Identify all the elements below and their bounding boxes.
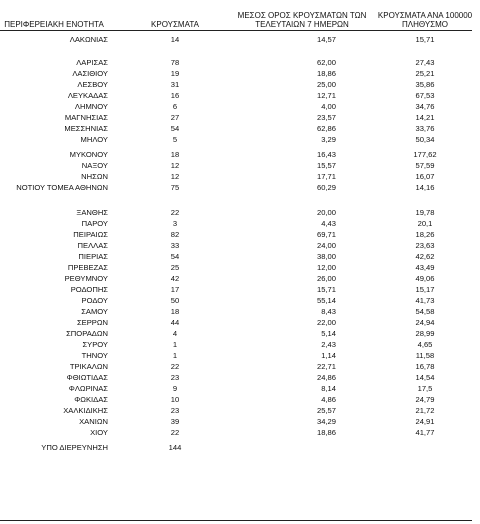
table-row <box>0 263 480 273</box>
per-100k-cell: 16,07 <box>415 172 435 181</box>
region-cell: ΠΑΡΟΥ <box>81 219 108 228</box>
table-row <box>0 161 480 171</box>
avg-cell: 25,00 <box>316 80 336 89</box>
cases-cell: 25 <box>170 263 180 272</box>
table-row <box>0 208 480 218</box>
per-100k-cell: 28,99 <box>415 329 435 338</box>
avg-cell: 55,14 <box>316 296 336 305</box>
region-cell: ΞΑΝΘΗΣ <box>76 208 108 217</box>
avg-cell: 60,29 <box>316 183 336 192</box>
header-divider <box>0 30 472 31</box>
per-100k-cell: 24,94 <box>415 318 435 327</box>
avg-cell: 2,43 <box>321 340 336 349</box>
cases-cell: 50 <box>170 296 180 305</box>
region-cell: ΤΗΝΟΥ <box>81 351 108 360</box>
avg-cell: 22,71 <box>316 362 336 371</box>
avg-cell: 34,29 <box>316 417 336 426</box>
table-row <box>0 172 480 182</box>
per-100k-cell: 18,26 <box>415 230 435 239</box>
table-row <box>0 318 480 328</box>
avg-cell: 3,29 <box>321 135 336 144</box>
avg-cell: 17,71 <box>316 172 336 181</box>
avg-cell: 24,86 <box>316 373 336 382</box>
avg-cell: 15,57 <box>316 161 336 170</box>
table-row <box>0 135 480 145</box>
region-cell: ΠΡΕΒΕΖΑΣ <box>67 263 108 272</box>
cases-cell: 9 <box>172 384 178 393</box>
table-row <box>0 150 480 160</box>
table-row <box>0 384 480 394</box>
region-cell: ΜΑΓΝΗΣΙΑΣ <box>64 113 108 122</box>
cases-cell: 4 <box>172 329 178 338</box>
region-cell: ΦΩΚΙΔΑΣ <box>74 395 108 404</box>
region-cell: ΜΥΚΟΝΟΥ <box>69 150 108 159</box>
region-cell: ΣΥΡΟΥ <box>82 340 108 349</box>
region-cell: ΝΑΞΟΥ <box>81 161 108 170</box>
cases-cell: 16 <box>170 91 180 100</box>
region-cell: ΣΕΡΡΩΝ <box>76 318 108 327</box>
region-cell: ΜΕΣΣΗΝΙΑΣ <box>64 124 108 133</box>
table-row <box>0 113 480 123</box>
avg-cell: 25,57 <box>316 406 336 415</box>
per-100k-cell: 41,73 <box>415 296 435 305</box>
avg-cell: 15,71 <box>316 285 336 294</box>
per-100k-cell: 25,21 <box>415 69 435 78</box>
per-100k-cell: 35,86 <box>415 80 435 89</box>
table-row <box>0 124 480 134</box>
region-cell: ΡΟΔΟΠΗΣ <box>70 285 108 294</box>
avg-cell: 4,86 <box>321 395 336 404</box>
cases-cell: 82 <box>170 230 180 239</box>
table-row <box>0 443 480 453</box>
cases-cell: 75 <box>170 183 180 192</box>
table-row <box>0 340 480 350</box>
header-avg-7-days: ΜΕΣΟΣ ΟΡΟΣ ΚΡΟΥΣΜΑΤΩΝ ΤΩΝ ΤΕΛΕΥΤΑΙΩΝ 7 ΗΜΕΡΩΝ <box>237 11 367 29</box>
table-row <box>0 102 480 112</box>
cases-cell: 54 <box>170 124 180 133</box>
avg-cell: 4,43 <box>321 219 336 228</box>
header-region: ΠΕΡΙΦΕΡΕΙΑΚΗ ΕΝΟΤΗΤΑ <box>4 20 104 29</box>
region-cell: ΛΗΜΝΟΥ <box>74 102 108 111</box>
region-cell: ΧΑΛΚΙΔΙΚΗΣ <box>63 406 108 415</box>
region-cell: ΤΡΙΚΑΛΩΝ <box>69 362 108 371</box>
avg-cell: 1,14 <box>321 351 336 360</box>
cases-cell: 12 <box>170 172 180 181</box>
table-row <box>0 417 480 427</box>
region-cell: ΡΟΔΟΥ <box>81 296 108 305</box>
avg-cell: 14,57 <box>316 35 336 44</box>
region-cell: ΜΗΛΟΥ <box>80 135 108 144</box>
per-100k-cell: 14,16 <box>415 183 435 192</box>
per-100k-cell: 23,63 <box>415 241 435 250</box>
avg-cell: 62,86 <box>316 124 336 133</box>
per-100k-cell: 19,78 <box>415 208 435 217</box>
per-100k-cell: 54,58 <box>415 307 435 316</box>
per-100k-cell: 16,78 <box>415 362 435 371</box>
table-row <box>0 406 480 416</box>
header-cases-per-100k: ΚΡΟΥΣΜΑΤΑ ΑΝΑ 100000 ΠΛΗΘΥΣΜΟ <box>377 11 473 29</box>
table-row <box>0 69 480 79</box>
cases-cell: 22 <box>170 362 180 371</box>
per-100k-cell: 34,76 <box>415 102 435 111</box>
per-100k-cell: 4,65 <box>417 340 433 349</box>
header-cases: ΚΡΟΥΣΜΑΤΑ <box>151 20 199 29</box>
per-100k-cell: 41,77 <box>415 428 435 437</box>
avg-cell: 18,86 <box>316 428 336 437</box>
cases-cell: 39 <box>170 417 180 426</box>
per-100k-cell: 50,34 <box>415 135 435 144</box>
region-cell: ΧΑΝΙΩΝ <box>79 417 108 426</box>
avg-cell: 69,71 <box>316 230 336 239</box>
table-row <box>0 395 480 405</box>
table-row <box>0 241 480 251</box>
cases-cell: 17 <box>170 285 180 294</box>
avg-cell: 12,71 <box>316 91 336 100</box>
cases-cell: 1 <box>172 340 178 349</box>
cases-cell: 19 <box>170 69 180 78</box>
avg-cell: 22,00 <box>316 318 336 327</box>
cases-cell: 18 <box>170 307 180 316</box>
cases-cell: 12 <box>170 161 180 170</box>
table-row <box>0 183 480 193</box>
per-100k-cell: 17,5 <box>417 384 433 393</box>
avg-cell: 16,43 <box>316 150 336 159</box>
avg-cell: 12,00 <box>316 263 336 272</box>
per-100k-cell: 177,62 <box>413 150 437 159</box>
per-100k-cell: 20,1 <box>417 219 433 228</box>
table-row <box>0 296 480 306</box>
region-cell: ΠΕΛΛΑΣ <box>77 241 108 250</box>
table-row <box>0 35 480 45</box>
table-row <box>0 91 480 101</box>
cases-cell: 18 <box>170 150 180 159</box>
region-cell: ΝΟΤΙΟΥ ΤΟΜΕΑ ΑΘΗΝΩΝ <box>16 183 108 192</box>
cases-cell: 22 <box>170 208 180 217</box>
avg-cell: 5,14 <box>321 329 336 338</box>
table-row <box>0 307 480 317</box>
avg-cell: 62,00 <box>316 58 336 67</box>
per-100k-cell: 33,76 <box>415 124 435 133</box>
avg-cell: 24,00 <box>316 241 336 250</box>
per-100k-cell: 57,59 <box>415 161 435 170</box>
per-100k-cell: 15,17 <box>415 285 435 294</box>
region-cell: ΡΕΘΥΜΝΟΥ <box>64 274 108 283</box>
per-100k-cell: 42,62 <box>415 252 435 261</box>
region-cell: ΝΗΣΩΝ <box>81 172 108 181</box>
table-row <box>0 58 480 68</box>
avg-cell: 8,14 <box>321 384 336 393</box>
table-row <box>0 362 480 372</box>
table-row <box>0 80 480 90</box>
region-cell: ΧΙΟΥ <box>90 428 108 437</box>
avg-cell: 26,00 <box>316 274 336 283</box>
table-row <box>0 219 480 229</box>
avg-cell: 38,00 <box>316 252 336 261</box>
cases-cell: 78 <box>170 58 180 67</box>
table-row <box>0 373 480 383</box>
per-100k-cell: 27,43 <box>415 58 435 67</box>
cases-cell: 10 <box>170 395 180 404</box>
cases-cell: 44 <box>170 318 180 327</box>
per-100k-cell: 24,91 <box>415 417 435 426</box>
cases-cell: 27 <box>170 113 180 122</box>
region-cell: ΛΑΚΩΝΙΑΣ <box>69 35 108 44</box>
cases-cell: 22 <box>170 428 180 437</box>
region-cell: ΛΑΡΙΣΑΣ <box>76 58 108 67</box>
cases-cell: 23 <box>170 373 180 382</box>
region-cell: ΣΑΜΟΥ <box>81 307 108 316</box>
bottom-divider <box>0 520 472 521</box>
cases-cell: 31 <box>170 80 180 89</box>
cases-cell: 6 <box>172 102 178 111</box>
per-100k-cell: 43,49 <box>415 263 435 272</box>
cases-cell: 54 <box>170 252 180 261</box>
region-cell: ΠΙΕΡΙΑΣ <box>78 252 108 261</box>
region-cell: ΦΘΙΩΤΙΔΑΣ <box>66 373 108 382</box>
region-cell: ΥΠΟ ΔΙΕΡΕΥΝΗΣΗ <box>41 443 108 452</box>
cases-cell: 144 <box>168 443 182 452</box>
cases-cell: 14 <box>170 35 180 44</box>
cases-cell: 23 <box>170 406 180 415</box>
cases-cell: 3 <box>172 219 178 228</box>
table-row <box>0 252 480 262</box>
per-100k-cell: 21,72 <box>415 406 435 415</box>
table-row <box>0 329 480 339</box>
table-row <box>0 274 480 284</box>
region-cell: ΦΛΩΡΙΝΑΣ <box>68 384 108 393</box>
table-row <box>0 351 480 361</box>
avg-cell: 23,57 <box>316 113 336 122</box>
per-100k-cell: 14,54 <box>415 373 435 382</box>
avg-cell: 20,00 <box>316 208 336 217</box>
per-100k-cell: 15,71 <box>415 35 435 44</box>
table-row <box>0 230 480 240</box>
region-cell: ΛΑΣΙΘΙΟΥ <box>72 69 108 78</box>
cases-cell: 1 <box>172 351 178 360</box>
per-100k-cell: 67,53 <box>415 91 435 100</box>
avg-cell: 4,00 <box>321 102 336 111</box>
table-row <box>0 428 480 438</box>
per-100k-cell: 11,58 <box>415 351 435 360</box>
table-row <box>0 285 480 295</box>
cases-cell: 42 <box>170 274 180 283</box>
region-cell: ΛΕΣΒΟΥ <box>77 80 108 89</box>
cases-cell: 33 <box>170 241 180 250</box>
avg-cell: 18,86 <box>316 69 336 78</box>
region-cell: ΠΕΙΡΑΙΩΣ <box>73 230 108 239</box>
region-cell: ΣΠΟΡΑΔΩΝ <box>66 329 108 338</box>
region-cell: ΛΕΥΚΑΔΑΣ <box>67 91 108 100</box>
per-100k-cell: 24,79 <box>415 395 435 404</box>
per-100k-cell: 14,21 <box>415 113 435 122</box>
avg-cell: 8,43 <box>321 307 336 316</box>
per-100k-cell: 49,06 <box>415 274 435 283</box>
cases-cell: 5 <box>172 135 178 144</box>
